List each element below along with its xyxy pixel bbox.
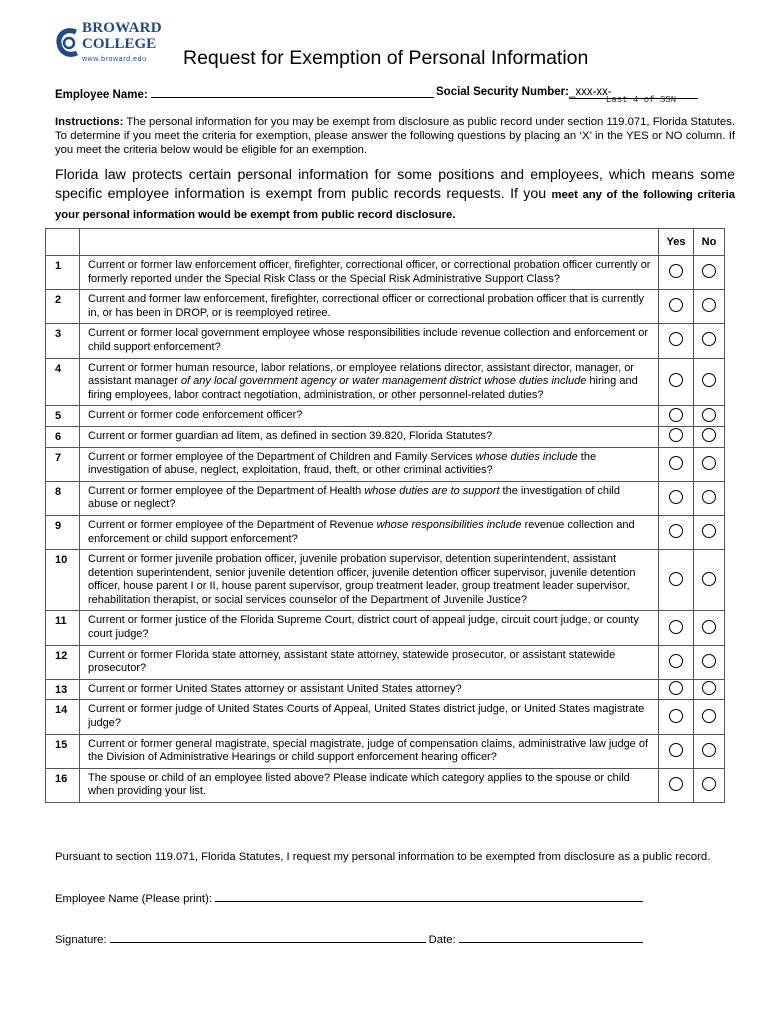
table-row — [46, 611, 725, 645]
instructions-text: The personal information for you may be exempt from disclosure as public record under section 119.071, Florida Statutes. To determine if you meet the criteria for exemption, please answer the following questions by placing an ‘X’ in the YES or NO column. If you meet the criteria below would be eligible for an exemption. — [55, 116, 735, 156]
yes-radio[interactable] — [669, 777, 683, 791]
row-number: 13 — [46, 679, 80, 700]
criterion-text-part: Current or former general magistrate, special magistrate, judge of compensation claims, administrative law judge of the Division of Administrative Hearings or child support enforcement hearing officer? — [88, 737, 649, 764]
no-radio[interactable] — [702, 620, 716, 634]
criterion-text-part: Current or former employee of the Department of Health — [88, 484, 365, 497]
employee-name-field[interactable] — [151, 86, 434, 98]
row-number: 9 — [46, 515, 80, 549]
criterion-text-part: Current or former employee of the Department of Children and Family Services — [88, 450, 476, 463]
yes-radio[interactable] — [669, 373, 683, 387]
no-radio[interactable] — [702, 490, 716, 504]
criterion-text-part: Current or former law enforcement officer, firefighter, correctional officer, or correctional probation officer currently or formerly reported under the Special Risk Class or the Special Risk Administrative Support Class? — [88, 259, 651, 285]
date-field[interactable] — [459, 931, 643, 943]
florida-law-paragraph — [55, 166, 735, 225]
signature-label: Signature: — [55, 934, 107, 946]
criterion-text — [80, 611, 659, 645]
criterion-text-part: whose duties are to support — [364, 484, 500, 497]
criterion-text-part: Current or former United States attorney or assistant United States attorney? — [88, 682, 462, 695]
yes-radio[interactable] — [669, 572, 683, 586]
no-radio[interactable] — [702, 428, 716, 442]
florida-criteria-bold: meet any of the following criteria your personal information would be exempt from public record disclosure. — [55, 189, 735, 221]
criterion-text-part: The spouse or child of an employee listed above? Please indicate which category applies to the spouse or child when providing your list. — [88, 771, 630, 798]
row-number: 16 — [46, 768, 80, 802]
no-radio[interactable] — [702, 298, 716, 312]
ssn-label: Social Security Number: — [436, 86, 569, 98]
criterion-text-part: hiring and firing employees, labor contract negotiation, administration, or other personnel-related duties? — [88, 375, 638, 401]
signature-field[interactable] — [110, 931, 426, 943]
criterion-text-part: of any local government agency or water management district whose duties include — [180, 375, 587, 388]
yes-radio[interactable] — [669, 428, 683, 442]
instructions — [55, 115, 735, 157]
yes-radio[interactable] — [669, 456, 683, 470]
ssn-value: xxx-xx- — [575, 86, 612, 98]
row-number: 5 — [46, 406, 80, 427]
table-row — [46, 256, 725, 290]
criterion-text-part: Current or former human resource, labor relations, or employee relations director, assistant director, manager, or assistant manager — [88, 361, 634, 388]
yes-radio[interactable] — [669, 264, 683, 278]
no-radio[interactable] — [702, 654, 716, 668]
criterion-text-part: the investigation of child abuse or neglect? — [88, 484, 620, 511]
criterion-text — [80, 324, 659, 358]
row-number: 2 — [46, 290, 80, 324]
criterion-text-part: revenue collection and enforcement or child support enforcement? — [88, 518, 635, 545]
table-row — [46, 700, 725, 734]
row-number: 10 — [46, 550, 80, 611]
criterion-text — [80, 515, 659, 549]
table-row — [46, 645, 725, 679]
table-row — [46, 734, 725, 768]
row-number: 4 — [46, 358, 80, 406]
row-number: 3 — [46, 324, 80, 358]
row-number: 6 — [46, 426, 80, 447]
signature-row — [55, 931, 643, 946]
criterion-text — [80, 358, 659, 406]
logo-line2: COLLEGE — [82, 36, 157, 52]
criterion-text — [80, 426, 659, 447]
instructions-label: Instructions: — [55, 116, 124, 128]
criterion-text — [80, 481, 659, 515]
criterion-text-part: whose responsibilities include — [376, 518, 522, 531]
no-radio[interactable] — [702, 709, 716, 723]
yes-radio[interactable] — [669, 709, 683, 723]
row-number: 1 — [46, 256, 80, 290]
criterion-text — [80, 679, 659, 700]
date-label: Date: — [428, 934, 456, 946]
table-row — [46, 324, 725, 358]
criterion-text — [80, 406, 659, 427]
criterion-text-part: Current or former guardian ad litem, as defined in section 39.820, Florida Statutes? — [88, 429, 493, 442]
yes-radio[interactable] — [669, 654, 683, 668]
yes-column-header: Yes — [659, 229, 694, 256]
row-number: 15 — [46, 734, 80, 768]
criterion-text — [80, 256, 659, 290]
no-radio[interactable] — [702, 681, 716, 695]
row-number: 7 — [46, 447, 80, 481]
print-name-row — [55, 890, 643, 905]
no-radio[interactable] — [702, 524, 716, 538]
yes-radio[interactable] — [669, 681, 683, 695]
table-row — [46, 447, 725, 481]
table-row — [46, 481, 725, 515]
row-number: 11 — [46, 611, 80, 645]
criterion-text-part: Current or former justice of the Florida Supreme Court, district court of appeal judge, circuit court judge, or county court judge? — [88, 614, 639, 641]
no-radio[interactable] — [702, 456, 716, 470]
criterion-text-part: Current and former law enforcement, firefighter, correctional officer or correctional probation officer that is currently in, or has been in DROP, or is reemployed retiree. — [88, 293, 644, 319]
yes-radio[interactable] — [669, 332, 683, 346]
criteria-table — [45, 228, 725, 803]
no-radio[interactable] — [702, 777, 716, 791]
employee-name-label: Employee Name: — [55, 89, 148, 101]
ssn-hint: Last 4 of SSN — [606, 95, 677, 105]
yes-radio[interactable] — [669, 298, 683, 312]
no-radio[interactable] — [702, 373, 716, 387]
yes-radio[interactable] — [669, 524, 683, 538]
table-row — [46, 550, 725, 611]
broward-college-logo — [56, 20, 164, 70]
yes-radio[interactable] — [669, 490, 683, 504]
no-radio[interactable] — [702, 332, 716, 346]
criterion-text — [80, 550, 659, 611]
print-name-label: Employee Name (Please print): — [55, 893, 212, 905]
row-number: 12 — [46, 645, 80, 679]
criterion-text-part: Current or former Florida state attorney, assistant state attorney, statewide prosecutor, or assistant statewide prosecutor? — [88, 648, 616, 675]
page-title: Request for Exemption of Personal Information — [183, 47, 589, 69]
no-radio[interactable] — [702, 743, 716, 757]
criterion-text — [80, 645, 659, 679]
table-row — [46, 290, 725, 324]
ssn-field[interactable]: _xxx-xx- — [569, 86, 698, 99]
criterion-text-part: whose duties include — [475, 450, 578, 463]
no-radio[interactable] — [702, 572, 716, 586]
yes-radio[interactable] — [669, 408, 683, 422]
yes-radio[interactable] — [669, 743, 683, 757]
criterion-text-part: Current or former employee of the Department of Revenue — [88, 518, 377, 531]
table-row — [46, 426, 725, 447]
employee-name-row — [55, 86, 434, 101]
criterion-text — [80, 447, 659, 481]
table-row — [46, 679, 725, 700]
table-header-row — [46, 229, 725, 256]
criterion-text-part: Current or former judge of United States Courts of Appeal, United States district judge, or United States magistrate judge? — [88, 703, 645, 730]
pursuant-statement: Pursuant to section 119.071, Florida Statutes, I request my personal information to be exempted from disclosure as a public record. — [55, 851, 711, 863]
criterion-text — [80, 700, 659, 734]
logo-emblem-icon — [56, 26, 80, 60]
table-row — [46, 515, 725, 549]
no-radio[interactable] — [702, 408, 716, 422]
row-number: 8 — [46, 481, 80, 515]
criterion-text — [80, 290, 659, 324]
no-radio[interactable] — [702, 264, 716, 278]
table-row — [46, 768, 725, 802]
table-row — [46, 406, 725, 427]
logo-line1: BROWARD — [82, 20, 162, 36]
criterion-text — [80, 768, 659, 802]
yes-radio[interactable] — [669, 620, 683, 634]
criterion-text — [80, 734, 659, 768]
print-name-field[interactable] — [215, 890, 643, 902]
logo-url: www.broward.edu — [82, 56, 147, 63]
florida-intro: Florida law protects certain personal information for some positions and employees, which means some specific employee information is exempt from public records requests. If you — [55, 167, 735, 202]
table-row — [46, 358, 725, 406]
criterion-text-part: Current or former local government employee whose responsibilities include revenue collection and enforcement or child support enforcement? — [88, 327, 649, 353]
criterion-text-part: the investigation of abuse, neglect, exploitation, fraud, theft, or other criminal activities? — [88, 450, 597, 477]
row-number: 14 — [46, 700, 80, 734]
criterion-text-part: Current or former juvenile probation officer, juvenile probation supervisor, detention superintendent, assistant detention superintendent, senior juvenile detention officer, juvenile detention officer supervisor, juvenile detention officer, house parent I or II, house parent supervisor, group treatment leader, group treatment leader supervisor, rehabilitation therapist, or social services counselor of the Department of Juvenile Justice? — [88, 553, 636, 606]
no-column-header: No — [694, 229, 725, 256]
criterion-text-part: Current or former code enforcement officer? — [88, 409, 303, 422]
